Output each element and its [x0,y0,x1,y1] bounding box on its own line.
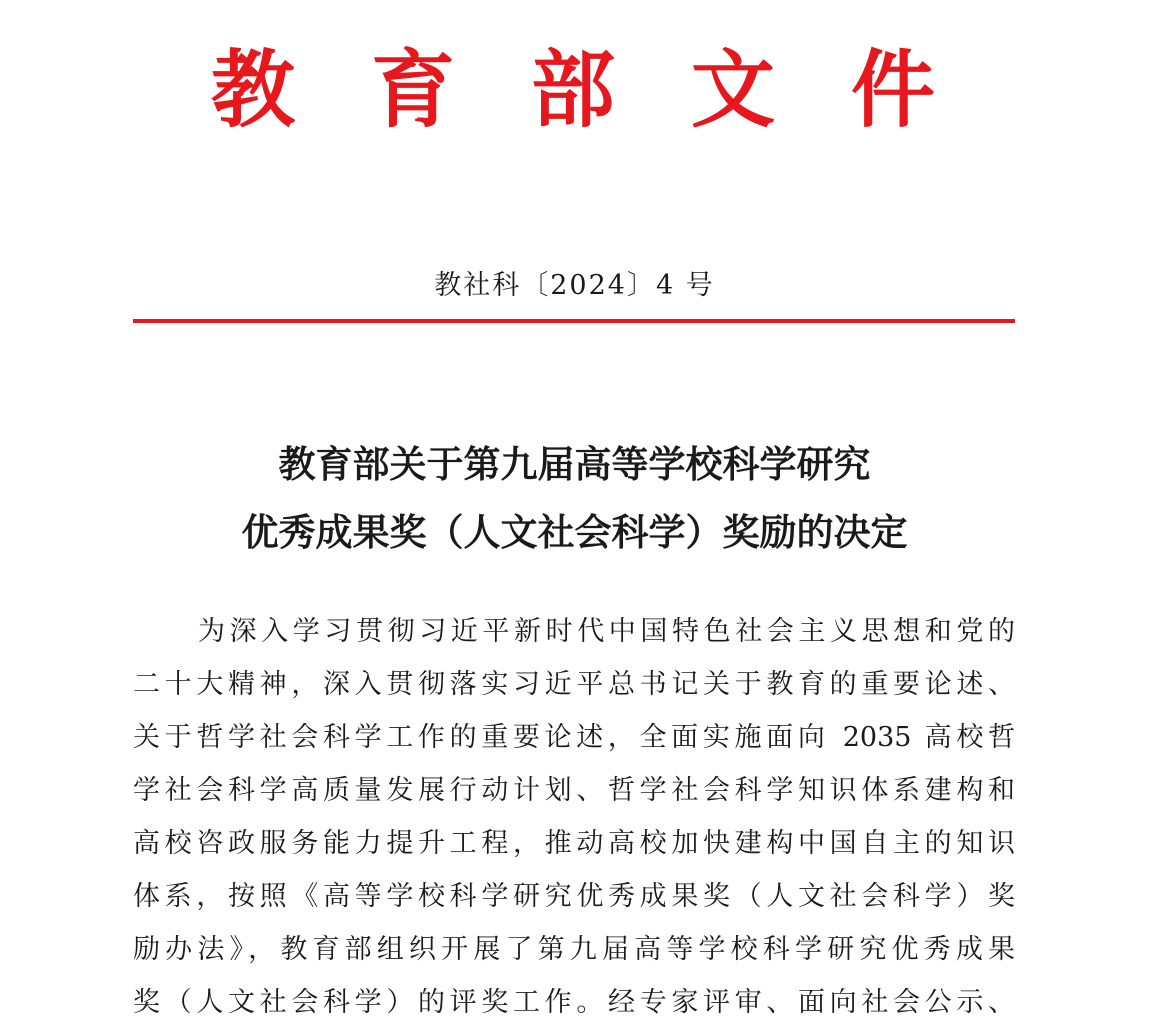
header-char: 部 [530,40,615,139]
body-line: 体系，按照《高等学校科学研究优秀成果奖（人文社会科学）奖 [133,881,1015,912]
body-line: 二十大精神，深入贯彻落实习近平总书记关于教育的重要论述、 [133,669,1015,700]
body-line: 高校咨政服务能力提升工程，推动高校加快建构中国自主的知识 [133,828,1015,859]
body-line: 奖（人文社会科学）的评奖工作。经专家评审、面向社会公示、 [133,987,1015,1018]
header-char: 件 [850,40,935,139]
body-line: 励办法》，教育部组织开展了第九届高等学校科学研究优秀成果 [133,934,1015,965]
body-line: 关于哲学社会科学工作的重要论述，全面实施面向 2035 高校哲 [133,722,1015,753]
header-char: 育 [370,40,455,139]
document-title-line-2: 优秀成果奖（人文社会科学）奖励的决定 [241,511,908,554]
document-header-title [0,40,1149,140]
red-divider [133,319,1015,323]
header-char: 教 [210,40,295,139]
document-title-line-1: 教育部关于第九届高等学校科学研究 [278,443,871,486]
body-line: 学社会科学高质量发展行动计划、哲学社会科学知识体系建构和 [133,775,1015,806]
header-char: 文 [690,40,775,139]
document-number: 教社科〔2024〕4 号 [434,270,715,301]
body-line: 为深入学习贯彻习近平新时代中国特色社会主义思想和党的 [198,616,1015,647]
